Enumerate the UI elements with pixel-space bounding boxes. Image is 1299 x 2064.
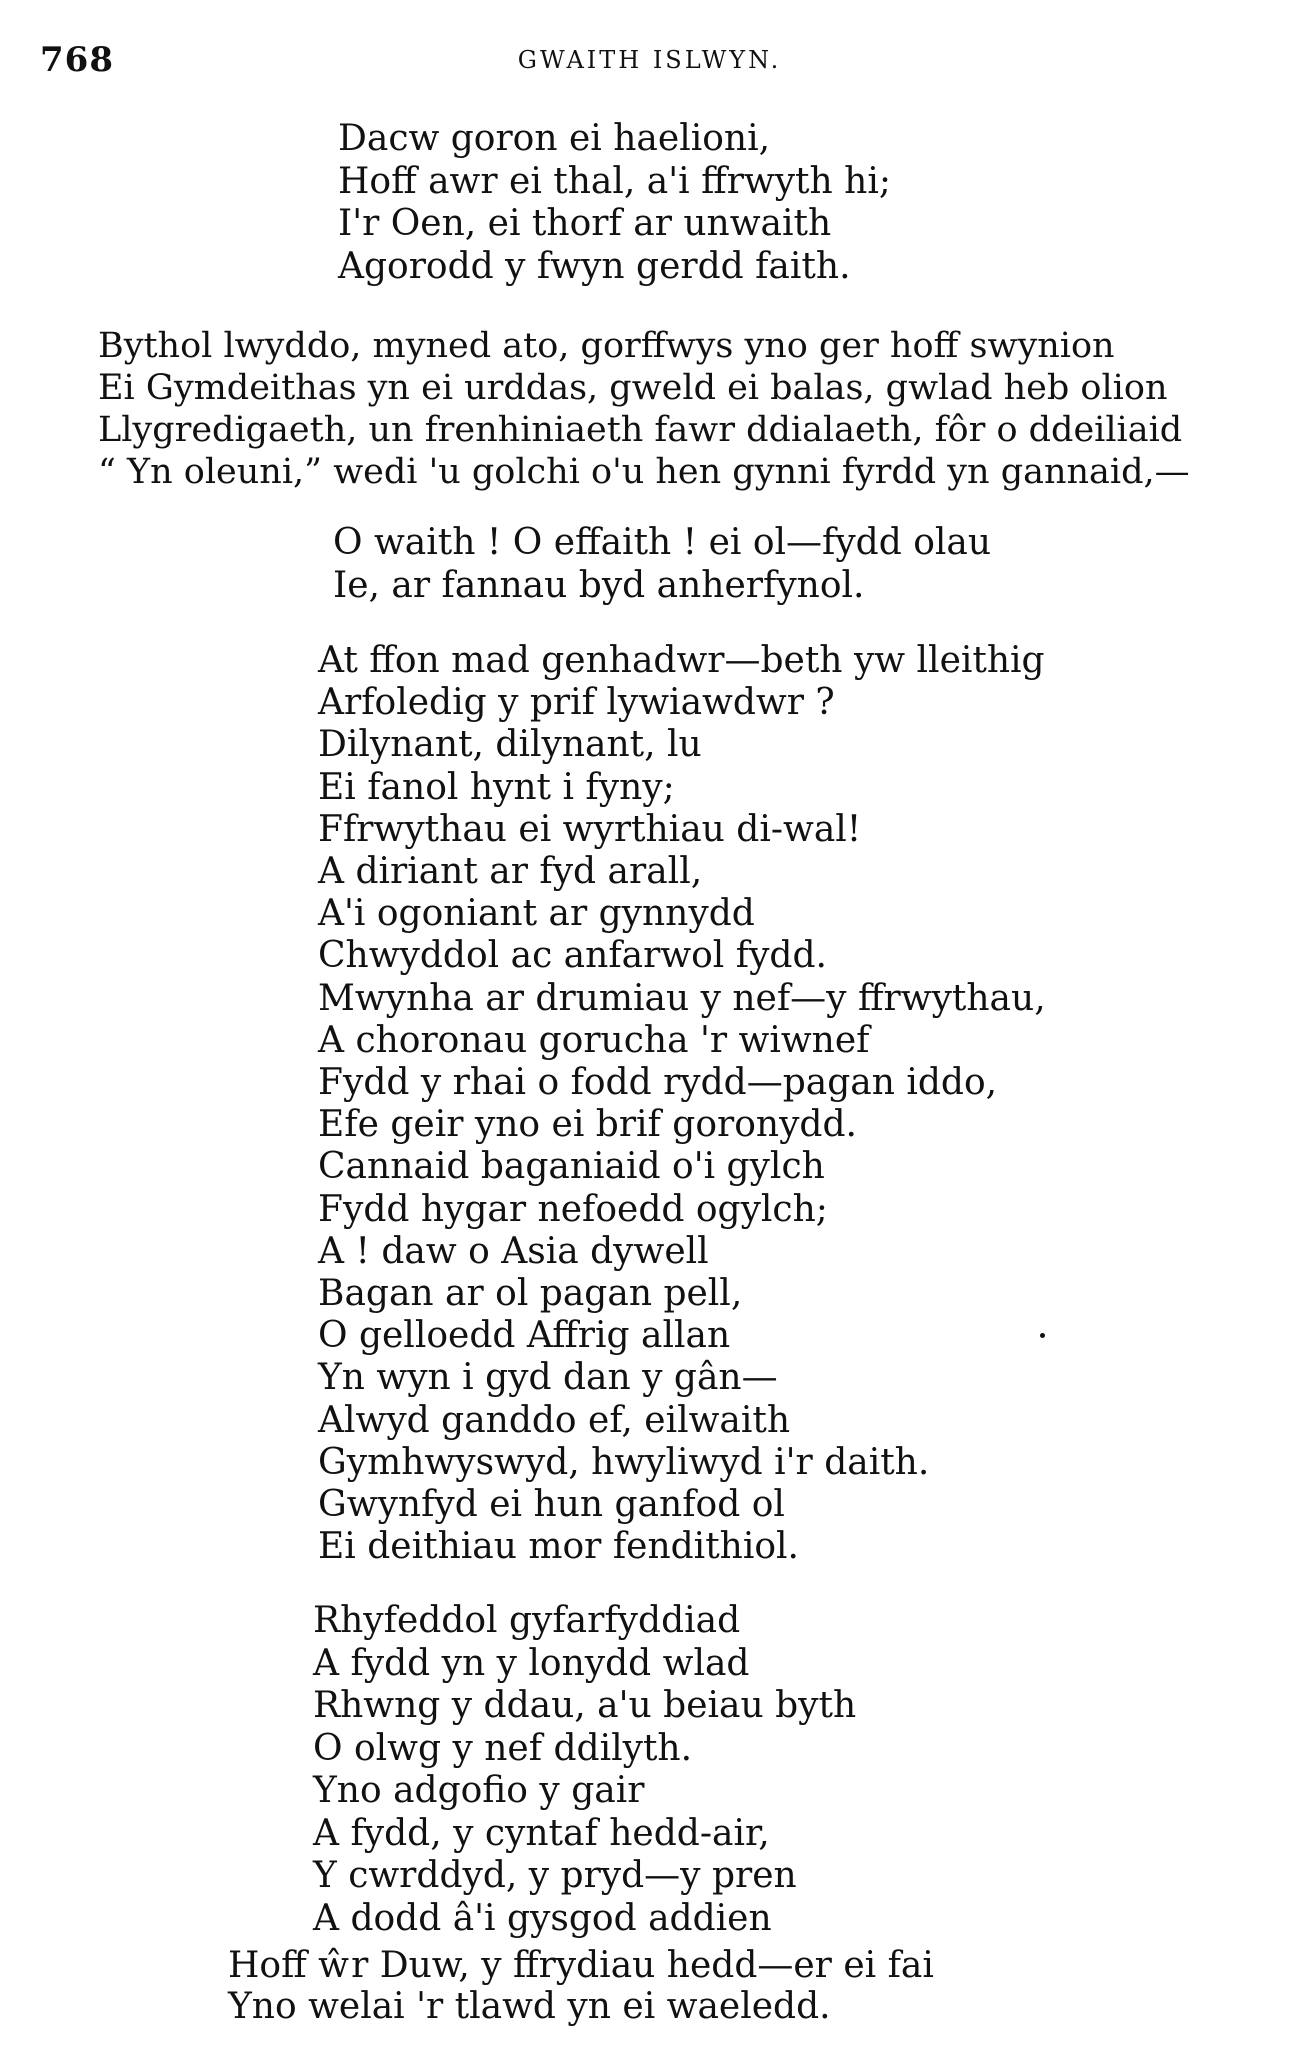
verse-line: Hoff awr ei thal, a'i ffrwyth hi; xyxy=(338,160,891,202)
verse-line: Alwyd ganddo ef, eilwaith xyxy=(318,1399,791,1441)
verse-line: Cannaid baganiaid o'i gylch xyxy=(318,1146,825,1188)
verse-line: A fydd, y cyntaf hedd-air, xyxy=(313,1812,770,1854)
verse-line: Bythol lwyddo, myned ato, gorffwys yno ger hoff swynion xyxy=(98,326,1115,366)
running-head: GWAITH ISLWYN. xyxy=(517,46,782,74)
page-number: 768 xyxy=(40,40,114,80)
verse-line: O olwg y nef ddilyth. xyxy=(313,1727,693,1769)
verse-line: Ei deithiau mor fendithiol. xyxy=(318,1526,799,1568)
verse-line: O waith ! O effaith ! ei ol—fydd olau xyxy=(333,522,992,563)
verse-line: Llygredigaeth, un frenhiniaeth fawr ddialaeth, fôr o ddeiliaid xyxy=(98,410,1183,450)
verse-line: A'i ogoniant ar gynnydd xyxy=(318,893,755,935)
verse-line: Efe geir yno ei brif goronydd. xyxy=(318,1104,857,1146)
verse-line: O gelloedd Affrig allan xyxy=(318,1315,731,1357)
verse-line: Rhwng y ddau, a'u beiau byth xyxy=(313,1685,857,1726)
verse-line: Ie, ar fannau byd anherfynol. xyxy=(333,564,865,606)
stanza-4 xyxy=(318,640,1046,1568)
verse-line: Ei fanol hynt i fyny; xyxy=(318,766,675,808)
verse-line: A choronau gorucha 'r wiwnef xyxy=(318,1019,870,1061)
verse-line: Ei Gymdeithas yn ei urddas, gweld ei balas, gwlad heb olion xyxy=(98,368,1168,408)
verse-line: Ffrwythau ei wyrthiau di-wal! xyxy=(318,808,862,850)
verse-line: Fydd hygar nefoedd ogylch; xyxy=(318,1188,828,1230)
verse-line: A dodd â'i gysgod addien xyxy=(313,1897,772,1939)
verse-line: Gymhwyswyd, hwyliwyd i'r daith. xyxy=(318,1441,930,1483)
verse-line: Yn wyn i gyd dan y gân— xyxy=(318,1357,778,1399)
verse-line: Mwynha ar drumiau y nef—y ffrwythau, xyxy=(318,977,1046,1019)
verse-line: Dilynant, dilynant, lu xyxy=(318,724,702,766)
verse-line: Fydd y rhai o fodd rydd—pagan iddo, xyxy=(318,1062,998,1104)
ink-speck xyxy=(1040,1333,1045,1338)
verse-line: Bagan ar ol pagan pell, xyxy=(318,1273,743,1315)
verse-line: A ! daw o Asia dywell xyxy=(318,1230,709,1272)
verse-line: Chwyddol ac anfarwol fydd. xyxy=(318,935,827,977)
stanza-2 xyxy=(98,325,1190,493)
verse-line: At ffon mad genhadwr—beth yw lleithig xyxy=(318,640,1045,681)
verse-line: “ Yn oleuni,” wedi 'u golchi o'u hen gynni fyrdd yn gannaid,— xyxy=(98,452,1190,492)
verse-line: I'r Oen, ei thorf ar unwaith xyxy=(338,203,832,244)
verse-line: Yno adgofio y gair xyxy=(313,1770,645,1811)
verse-line: Rhyfeddol gyfarfyddiad xyxy=(313,1600,741,1641)
verse-line: Hoff ŵr Duw, y ffrydiau hedd—er ei fai xyxy=(228,1945,934,1986)
verse-line: Agorodd y fwyn gerdd faith. xyxy=(338,245,851,287)
verse-line: Dacw goron ei haelioni, xyxy=(338,118,771,159)
verse-line: Yno welai 'r tlawd yn ei waeledd. xyxy=(228,1986,831,2027)
stanza-6 xyxy=(228,1945,934,2027)
verse-line: Y cwrddyd, y pryd—y pren xyxy=(313,1855,797,1896)
verse-line: A fydd yn y lonydd wlad xyxy=(313,1642,750,1684)
verse-line: Gwynfyd ei hun ganfod ol xyxy=(318,1484,785,1526)
verse-line: A diriant ar fyd arall, xyxy=(318,851,703,893)
stanza-1 xyxy=(338,118,891,288)
stanza-3 xyxy=(333,522,991,607)
verse-line: Arfoledig y prif lywiawdwr ? xyxy=(318,682,835,724)
stanza-5 xyxy=(313,1600,856,1940)
